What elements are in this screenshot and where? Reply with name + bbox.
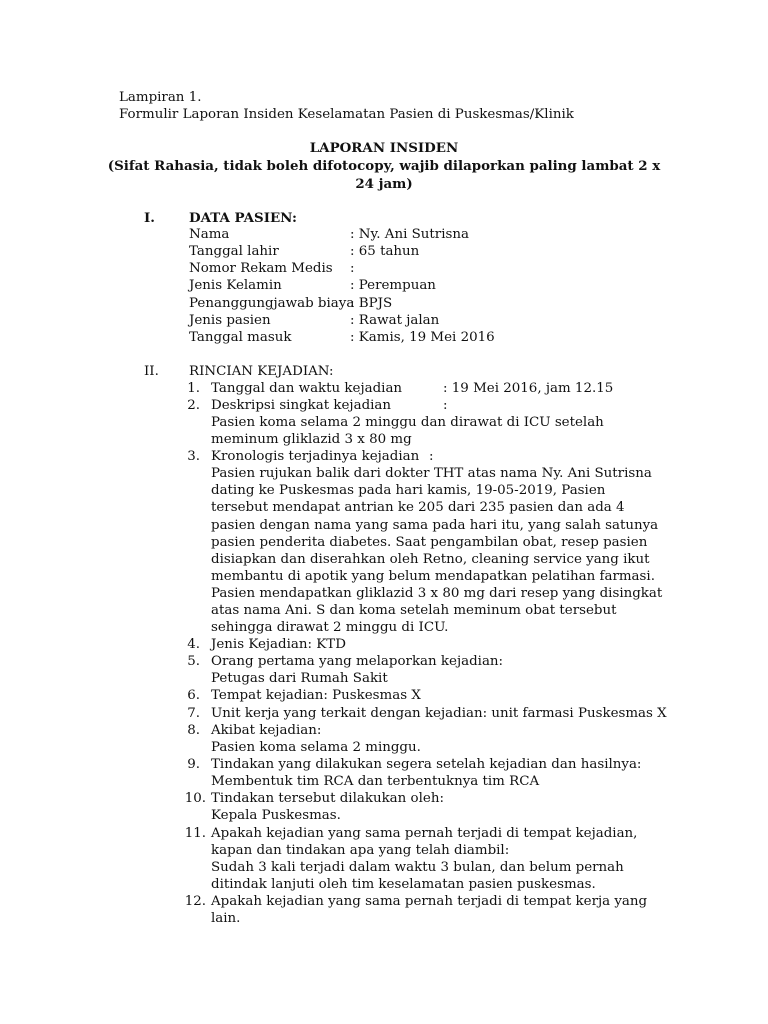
item-text: Sudah 3 kali terjadi dalam waktu 3 bulan, dan belum pernah	[211, 860, 624, 875]
item-number: 12.	[184, 894, 206, 909]
item-text: Pasien koma selama 2 minggu.	[211, 740, 421, 755]
item-text: Apakah kejadian yang sama pernah terjadi di tempat kejadian,	[211, 826, 638, 841]
form-title: Formulir Laporan Insiden Keselamatan Pasien di Puskesmas/Klinik	[119, 107, 574, 122]
field-value-gender: : Perempuan	[350, 278, 436, 293]
item-number: 6.	[187, 688, 200, 703]
item-text: pasien penderita diabetes. Saat pengambilan obat, resep pasien	[211, 535, 648, 550]
item-value: :	[429, 449, 434, 464]
item-text: Orang pertama yang melaporkan kejadian:	[211, 654, 504, 669]
field-value-name: : Ny. Ani Sutrisna	[350, 227, 469, 242]
item-text: Deskripsi singkat kejadian	[211, 398, 392, 413]
appendix-label: Lampiran 1.	[119, 90, 202, 105]
item-text: tersebut mendapat antrian ke 205 dari 235 pasien dan ada 4	[211, 500, 625, 515]
item-text: dating ke Puskesmas pada hari kamis, 19-05-2019, Pasien	[211, 483, 606, 498]
item-text: Unit kerja yang terkait dengan kejadian: unit farmasi Puskesmas X	[211, 706, 667, 721]
item-number: 4.	[187, 637, 200, 652]
item-value: :	[443, 398, 448, 413]
item-value: : 19 Mei 2016, jam 12.15	[443, 381, 614, 396]
item-text: Apakah kejadian yang sama pernah terjadi di tempat kerja yang	[211, 894, 648, 909]
item-text: Jenis Kejadian: KTD	[211, 637, 346, 652]
item-text: Tindakan yang dilakukan segera setelah kejadian dan hasilnya:	[211, 757, 642, 772]
item-number: 7.	[187, 706, 200, 721]
field-value-birthdate: : 65 tahun	[350, 244, 420, 259]
item-number: 11.	[184, 826, 206, 841]
report-note-line2: 24 jam)	[355, 176, 413, 192]
item-number: 5.	[187, 654, 200, 669]
item-text: membantu di apotik yang belum mendapatkan pelatihan farmasi.	[211, 569, 655, 584]
item-text: sehingga dirawat 2 minggu di ICU.	[211, 620, 449, 635]
section2-heading: RINCIAN KEJADIAN:	[189, 364, 334, 379]
item-text: Tindakan tersebut dilakukan oleh:	[211, 791, 444, 806]
field-label-medical-record: Nomor Rekam Medis	[189, 261, 333, 276]
field-value-patient-type: : Rawat jalan	[350, 313, 440, 328]
item-text: atas nama Ani. S dan koma setelah meminum obat tersebut	[211, 603, 617, 618]
field-value-payer: : BPJS	[350, 296, 393, 311]
field-label-payer: Penanggungjawab biaya	[189, 296, 355, 311]
field-label-gender: Jenis Kelamin	[189, 278, 282, 293]
item-text: Pasien koma selama 2 minggu dan dirawat di ICU setelah	[211, 415, 604, 430]
item-number: 9.	[187, 757, 200, 772]
item-text: Petugas dari Rumah Sakit	[211, 671, 388, 686]
item-text: Pasien mendapatkan gliklazid 3 x 80 mg dari resep yang disingkat	[211, 586, 663, 601]
item-text: ditindak lanjuti oleh tim keselamatan pasien puskesmas.	[211, 877, 596, 892]
item-text: lain.	[211, 911, 241, 926]
field-label-name: Nama	[189, 227, 230, 242]
field-value-admission-date: : Kamis, 19 Mei 2016	[350, 330, 495, 345]
report-title: LAPORAN INSIDEN	[309, 140, 459, 156]
section1-numeral: I.	[144, 210, 155, 226]
item-text: Membentuk tim RCA dan terbentuknya tim RCA	[211, 774, 540, 789]
item-text: kapan dan tindakan apa yang telah diambil:	[211, 843, 510, 858]
field-label-birthdate: Tanggal lahir	[189, 244, 279, 259]
item-text: Akibat kejadian:	[211, 723, 322, 738]
item-text: pasien dengan nama yang sama pada hari itu, yang salah satunya	[211, 518, 659, 533]
item-number: 3.	[187, 449, 200, 464]
item-text: meminum gliklazid 3 x 80 mg	[211, 432, 412, 447]
item-text: disiapkan dan diserahkan oleh Retno, cleaning service yang ikut	[211, 552, 650, 567]
item-text: Tempat kejadian: Puskesmas X	[211, 688, 421, 703]
section1-heading: DATA PASIEN:	[189, 210, 297, 226]
item-number: 1.	[187, 381, 200, 396]
field-label-admission-date: Tanggal masuk	[189, 330, 292, 345]
item-text: Kepala Puskesmas.	[211, 808, 341, 823]
item-text: Kronologis terjadinya kejadian	[211, 449, 420, 464]
report-note-line1: (Sifat Rahasia, tidak boleh difotocopy, wajib dilaporkan paling lambat 2 x	[107, 158, 661, 174]
item-text: Tanggal dan waktu kejadian	[211, 381, 403, 396]
field-label-patient-type: Jenis pasien	[189, 313, 271, 328]
section2-numeral: II.	[144, 364, 159, 379]
item-text: Pasien rujukan balik dari dokter THT atas nama Ny. Ani Sutrisna	[211, 466, 652, 481]
item-number: 8.	[187, 723, 200, 738]
item-number: 10.	[184, 791, 206, 806]
field-value-medical-record: :	[350, 261, 355, 276]
item-number: 2.	[187, 398, 200, 413]
